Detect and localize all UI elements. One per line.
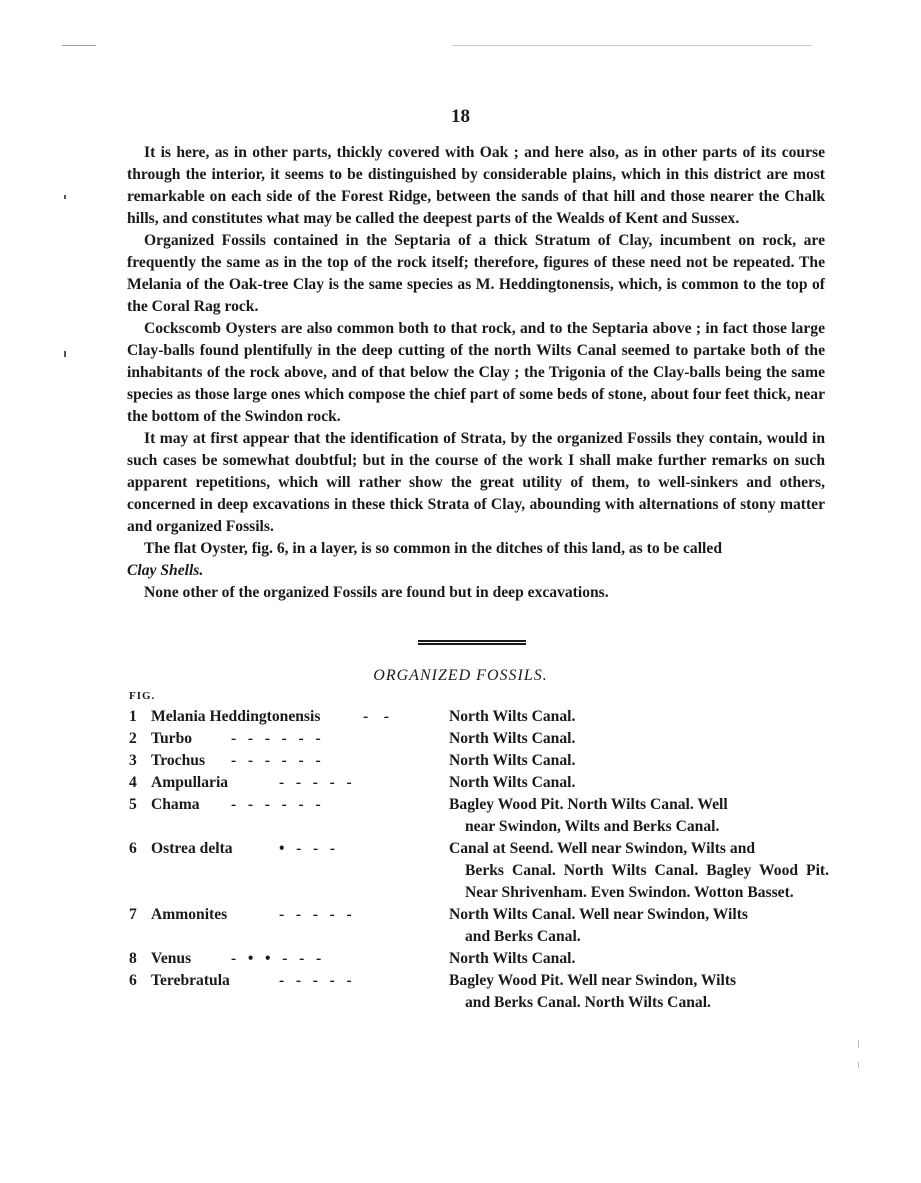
- fossil-name: Venus: [151, 950, 192, 967]
- localities: [443, 706, 829, 728]
- paragraph: Cockscomb Oysters are also common both to that rock, and to the Septaria above ; in fact those large Clay-balls found plentifully in the deep cutting of the north Wilts Canal seemed to partake both of the inhabitants of the rock above, and of that below the Clay ; the Trigonia of the Clay-balls being the same species as those large ones which compose the chief part of some beds of stone, about four feet thick, near the bottom of the Swindon rock.: [127, 320, 825, 425]
- fig-number: 1: [129, 708, 137, 725]
- localities: [443, 970, 829, 1014]
- table-row: [129, 948, 829, 970]
- dot-leader: - - - - -: [279, 906, 352, 923]
- localities-continuation: Berks Canal. North Wilts Canal. Bagley Wood Pit. Near Shrivenham. Even Swindon. Wotton Basset.: [465, 862, 829, 901]
- localities-continuation: and Berks Canal. North Wilts Canal.: [465, 994, 711, 1011]
- table-row: [129, 904, 829, 948]
- dot-leader: • - - -: [279, 840, 336, 857]
- top-edge-smudge-left: [62, 45, 96, 46]
- localities-line: North Wilts Canal.: [449, 774, 576, 791]
- fossil-table: [129, 706, 829, 1014]
- margin-mark: [64, 351, 66, 357]
- dot-leader: - - - - - -: [231, 752, 321, 769]
- paragraph: It is here, as in other parts, thickly covered with Oak ; and here also, as in other parts of its course through the interior, it seems to be distinguished by considerable plains, which in this district are most remarkable on each side of the Forest Ridge, between the sands of that hill and those nearer the Chalk hills, and constitutes what may be called the deepest parts of the Wealds of Kent and Sussex.: [127, 144, 825, 227]
- fig-column-label: FIG.: [129, 690, 156, 702]
- margin-mark: [64, 195, 66, 199]
- localities-line: Bagley Wood Pit. North Wilts Canal. Well: [449, 796, 728, 813]
- dot-leader: - - - - -: [279, 774, 352, 791]
- fig-number: 4: [129, 774, 137, 791]
- paragraph: It may at first appear that the identification of Strata, by the organized Fossils they contain, would in such cases be somewhat doubtful; but in the course of the work I shall make further remarks on such apparent repetitions, which will rather show the great utility of them, to well-sinkers and others, concerned in deep excavations in these thick Strata of Clay, abounding with alternations of stony matter and organized Fossils.: [127, 430, 825, 535]
- localities-line: Bagley Wood Pit. Well near Swindon, Wilts: [449, 972, 737, 989]
- fig-number: 7: [129, 906, 137, 923]
- localities: [443, 772, 829, 794]
- fossil-name: Turbo: [151, 730, 193, 747]
- fig-number: 3: [129, 752, 137, 769]
- fossil-name: Ostrea delta: [151, 840, 233, 857]
- localities-continuation: near Swindon, Wilts and Berks Canal.: [465, 818, 720, 835]
- localities: [443, 904, 829, 948]
- dot-leader: - - - - - -: [231, 796, 321, 813]
- localities: [443, 728, 829, 750]
- fig-number: 6: [129, 840, 137, 857]
- paragraph-flat-oyster: [127, 538, 825, 582]
- fig-number: 6: [129, 972, 137, 989]
- margin-mark: [858, 1040, 859, 1048]
- fossil-name: Ampullaria: [151, 774, 229, 791]
- localities: [443, 750, 829, 772]
- localities: [443, 838, 829, 904]
- section-title: ORGANIZED FOSSILS.: [373, 667, 548, 684]
- dot-leader: - -: [363, 708, 389, 725]
- table-row: [129, 794, 829, 838]
- dot-leader: - - - - -: [279, 972, 352, 989]
- localities: [443, 794, 829, 838]
- table-row: [129, 838, 829, 904]
- fig-number: 8: [129, 950, 137, 967]
- fig-number: 5: [129, 796, 137, 813]
- page-number: 18: [451, 106, 470, 127]
- closing-line: None other of the organized Fossils are found but in deep excavations.: [144, 584, 609, 601]
- localities: [443, 948, 829, 970]
- body-text: [127, 142, 825, 604]
- fig-number: 2: [129, 730, 137, 747]
- table-row: [129, 772, 829, 794]
- dot-leader: - • • - - -: [231, 950, 322, 967]
- localities-line: North Wilts Canal.: [449, 752, 576, 769]
- localities-line: North Wilts Canal.: [449, 708, 576, 725]
- table-row: [129, 750, 829, 772]
- localities-line: North Wilts Canal.: [449, 730, 576, 747]
- fossil-name: Chama: [151, 796, 200, 813]
- table-row: [129, 728, 829, 750]
- paragraph: Organized Fossils contained in the Septaria of a thick Stratum of Clay, incumbent on rock, are frequently the same as in the top of the rock itself; therefore, figures of these need not be repeated. The Melania of the Oak-tree Clay is the same species as M. Heddingtonensis, which, is common to the top of the Coral Rag rock.: [127, 232, 825, 315]
- fossil-name: Melania Heddingtonensis: [151, 708, 321, 725]
- clay-shells-italic: Clay Shells.: [127, 562, 204, 579]
- dot-leader: - - - - - -: [231, 730, 321, 747]
- fossil-name: Trochus: [151, 752, 206, 769]
- fossil-name: Ammonites: [151, 906, 228, 923]
- table-row: [129, 706, 829, 728]
- section-divider-rule: [418, 640, 526, 645]
- localities-line: North Wilts Canal.: [449, 950, 576, 967]
- top-edge-smudge-right: [452, 45, 812, 46]
- localities-line: North Wilts Canal. Well near Swindon, Wilts: [449, 906, 748, 923]
- flat-oyster-text: The flat Oyster, fig. 6, in a layer, is so common in the ditches of this land, as to be called: [144, 540, 722, 557]
- localities-line: Canal at Seend. Well near Swindon, Wilts and: [449, 840, 756, 857]
- table-row: [129, 970, 829, 1014]
- margin-mark: [858, 1062, 859, 1068]
- localities-continuation: and Berks Canal.: [465, 928, 581, 945]
- fossil-name: Terebratula: [151, 972, 230, 989]
